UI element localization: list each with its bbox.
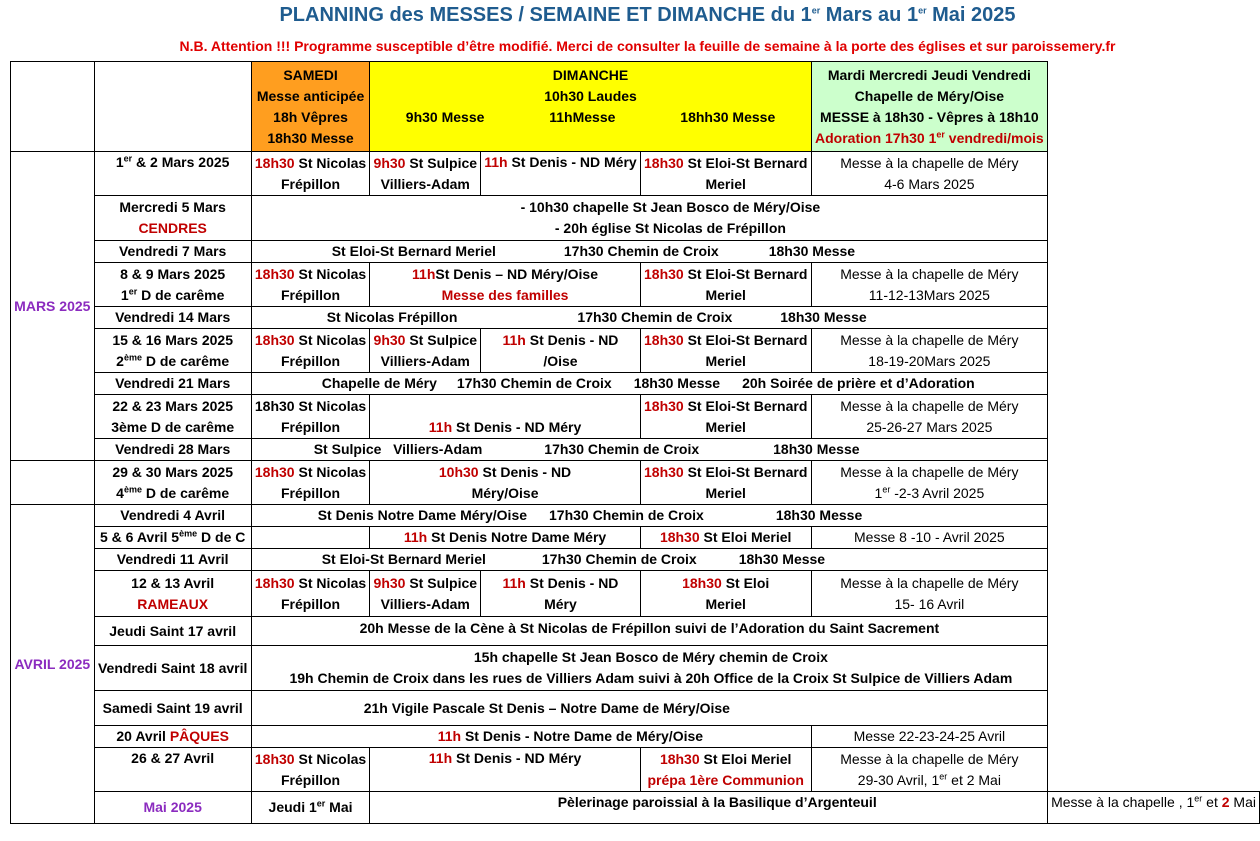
row-18h30: 18h30 St Eloi-St Bernard Meriel xyxy=(640,395,811,439)
table-row xyxy=(11,527,1260,549)
row-dimanche: 11h St Denis - Notre Dame de Méry/Oise xyxy=(251,726,811,748)
row-9h30: 9h30 St Sulpice Villiers-Adam xyxy=(370,329,481,373)
table-row xyxy=(11,726,1260,748)
row-samedi: 18h30 St Nicolas Frépillon xyxy=(251,263,370,307)
row-details: Pèlerinage paroissial à la Basilique d’Argenteuil xyxy=(370,792,1048,824)
row-details: St Eloi-St Bernard Meriel 17h30 Chemin de Croix 18h30 Messe xyxy=(251,549,1047,571)
table-row xyxy=(11,395,1260,439)
row-samedi xyxy=(251,527,370,549)
table-row xyxy=(11,329,1260,373)
row-date: 5 & 6 Avril 5ème D de C xyxy=(94,527,251,549)
row-semaine: Messe à la chapelle de Méry 1er -2-3 Avril 2025 xyxy=(811,461,1047,505)
row-date: 29 & 30 Mars 2025 4ème D de carême xyxy=(94,461,251,505)
row-date: Vendredi 4 Avril xyxy=(94,505,251,527)
table-row xyxy=(11,571,1260,617)
row-dimanche: 11h St Denis - ND Méry xyxy=(370,395,640,439)
header-date xyxy=(94,62,251,152)
table-row xyxy=(11,646,1260,691)
row-details: St Nicolas Frépillon 17h30 Chemin de Croix 18h30 Messe xyxy=(251,307,1047,329)
month-avril: AVRIL 2025 xyxy=(11,505,95,824)
table-row xyxy=(11,549,1260,571)
page-title: PLANNING des MESSES / SEMAINE ET DIMANCHE du 1er Mars au 1er Mai 2025 xyxy=(279,4,1016,26)
table-row xyxy=(11,263,1260,307)
row-semaine: Messe à la chapelle de Méry 15- 16 Avril xyxy=(811,571,1047,617)
row-date: Vendredi 11 Avril xyxy=(94,549,251,571)
table-row xyxy=(11,241,1260,263)
row-18h30: 18h30 St Eloi Meriel prépa 1ère Communion xyxy=(640,748,811,792)
row-9h30: 9h30 St Sulpice Villiers-Adam xyxy=(370,152,481,196)
row-date: Jeudi Saint 17 avril xyxy=(94,617,251,646)
row-semaine: Messe à la chapelle , 1er et 2 Mai xyxy=(1048,792,1260,824)
row-18h30: 18h30 St Eloi-St Bernard Meriel xyxy=(640,329,811,373)
row-date: 26 & 27 Avril xyxy=(94,748,251,792)
row-samedi: 18h30 St Nicolas Frépillon xyxy=(251,395,370,439)
row-semaine: Messe 8 -10 - Avril 2025 xyxy=(811,527,1047,549)
row-dimanche: 10h30 St Denis - ND Méry/Oise xyxy=(370,461,640,505)
row-9h30: 9h30 St Sulpice Villiers-Adam xyxy=(370,571,481,617)
row-date: 15 & 16 Mars 2025 2ème D de carême xyxy=(94,329,251,373)
row-date: Samedi Saint 19 avril xyxy=(94,691,251,726)
row-18h30: 18h30 St Eloi-St Bernard Meriel xyxy=(640,263,811,307)
row-details: 15h chapelle St Jean Bosco de Méry chemin de Croix 19h Chemin de Croix dans les rues de Villiers Adam suivi à 20h Office de la Croix St Sulpice de Villiers Adam xyxy=(251,646,1047,691)
row-date: 8 & 9 Mars 2025 1er D de carême xyxy=(94,263,251,307)
row-semaine: Messe 22-23-24-25 Avril xyxy=(811,726,1047,748)
row-semaine: Messe à la chapelle de Méry 18-19-20Mars 2025 xyxy=(811,329,1047,373)
row-details: St Sulpice Villiers-Adam 17h30 Chemin de Croix 18h30 Messe xyxy=(251,439,1047,461)
month-mai: Mai 2025 xyxy=(94,792,251,824)
row-samedi: 18h30 St Nicolas Frépillon xyxy=(251,152,370,196)
row-details: St Denis Notre Dame Méry/Oise 17h30 Chemin de Croix 18h30 Messe xyxy=(251,505,1047,527)
table-row xyxy=(11,439,1260,461)
notice-text: N.B. Attention !!! Programme susceptible d’être modifié. Merci de consulter la feuille de semaine à la porte des églises et sur paroissemery.fr xyxy=(179,38,1116,54)
row-18h30: 18h30 St Eloi-St Bernard Meriel xyxy=(640,461,811,505)
row-date: Mercredi 5 Mars CENDRES xyxy=(94,196,251,241)
row-samedi: 18h30 St Nicolas Frépillon xyxy=(251,461,370,505)
row-date: Vendredi Saint 18 avril xyxy=(94,646,251,691)
table-row xyxy=(11,617,1260,646)
month-mars: MARS 2025 xyxy=(11,152,95,461)
header-dimanche: DIMANCHE 10h30 Laudes 9h30 Messe 11hMesse 18hh30 Messe xyxy=(370,62,811,152)
row-date: Vendredi 21 Mars xyxy=(94,373,251,395)
row-details: - 10h30 chapelle St Jean Bosco de Méry/Oise - 20h église St Nicolas de Frépillon xyxy=(251,196,1047,241)
row-18h30: 18h30 St Eloi Meriel xyxy=(640,571,811,617)
row-date: 22 & 23 Mars 2025 3ème D de carême xyxy=(94,395,251,439)
row-date: 20 Avril PÂQUES xyxy=(94,726,251,748)
row-date: Vendredi 7 Mars xyxy=(94,241,251,263)
row-samedi: 18h30 St Nicolas Frépillon xyxy=(251,329,370,373)
table-row xyxy=(11,152,1260,196)
row-18h30: 18h30 St Eloi-St Bernard Meriel xyxy=(640,152,811,196)
table-row xyxy=(11,373,1260,395)
table-row xyxy=(11,748,1260,792)
row-semaine: Messe à la chapelle de Méry 4-6 Mars 2025 xyxy=(811,152,1047,196)
row-dimanche: 11h St Denis Notre Dame Méry xyxy=(370,527,640,549)
table-row xyxy=(11,505,1260,527)
row-semaine: Messe à la chapelle de Méry 11-12-13Mars 2025 xyxy=(811,263,1047,307)
table-row xyxy=(11,307,1260,329)
row-date: 12 & 13 Avril RAMEAUX xyxy=(94,571,251,617)
row-11h: 11h St Denis - ND Méry xyxy=(481,571,641,617)
row-date: Jeudi 1er Mai xyxy=(251,792,370,824)
row-dimanche: 11h St Denis - ND Méry xyxy=(370,748,640,792)
row-details: 20h Messe de la Cène à St Nicolas de Frépillon suivi de l’Adoration du Saint Sacrement xyxy=(251,617,1047,646)
row-dimanche: 11hSt Denis – ND Méry/Oise Messe des familles xyxy=(370,263,640,307)
header-semaine: Mardi Mercredi Jeudi Vendredi Chapelle de Méry/Oise MESSE à 18h30 - Vêpres à 18h10 Adoration 17h30 1er vendredi/mois xyxy=(811,62,1047,152)
header-corner xyxy=(11,62,95,152)
row-date: Vendredi 28 Mars xyxy=(94,439,251,461)
row-samedi: 18h30 St Nicolas Frépillon xyxy=(251,571,370,617)
month-mars-continued xyxy=(11,461,95,505)
table-row xyxy=(11,196,1260,241)
row-details: St Eloi-St Bernard Meriel 17h30 Chemin de Croix 18h30 Messe xyxy=(251,241,1047,263)
row-11h: 11h St Denis - ND /Oise xyxy=(481,329,641,373)
row-semaine: Messe à la chapelle de Méry 25-26-27 Mars 2025 xyxy=(811,395,1047,439)
planning-table xyxy=(10,61,1260,824)
table-row xyxy=(11,691,1260,726)
row-details: Chapelle de Méry 17h30 Chemin de Croix 18h30 Messe 20h Soirée de prière et d’Adoration xyxy=(251,373,1047,395)
row-semaine: Messe à la chapelle de Méry 29-30 Avril, 1er et 2 Mai xyxy=(811,748,1047,792)
row-18h30: 18h30 St Eloi Meriel xyxy=(640,527,811,549)
row-date: Vendredi 14 Mars xyxy=(94,307,251,329)
row-samedi: 18h30 St Nicolas Frépillon xyxy=(251,748,370,792)
header-samedi: SAMEDI Messe anticipée 18h Vêpres 18h30 Messe xyxy=(251,62,370,152)
header-row xyxy=(11,62,1260,152)
table-row xyxy=(11,461,1260,505)
table-row xyxy=(11,792,1260,824)
row-11h: 11h St Denis - ND Méry xyxy=(481,152,641,196)
row-date: 1er & 2 Mars 2025 xyxy=(94,152,251,196)
row-details: 21h Vigile Pascale St Denis – Notre Dame de Méry/Oise xyxy=(251,691,1047,726)
